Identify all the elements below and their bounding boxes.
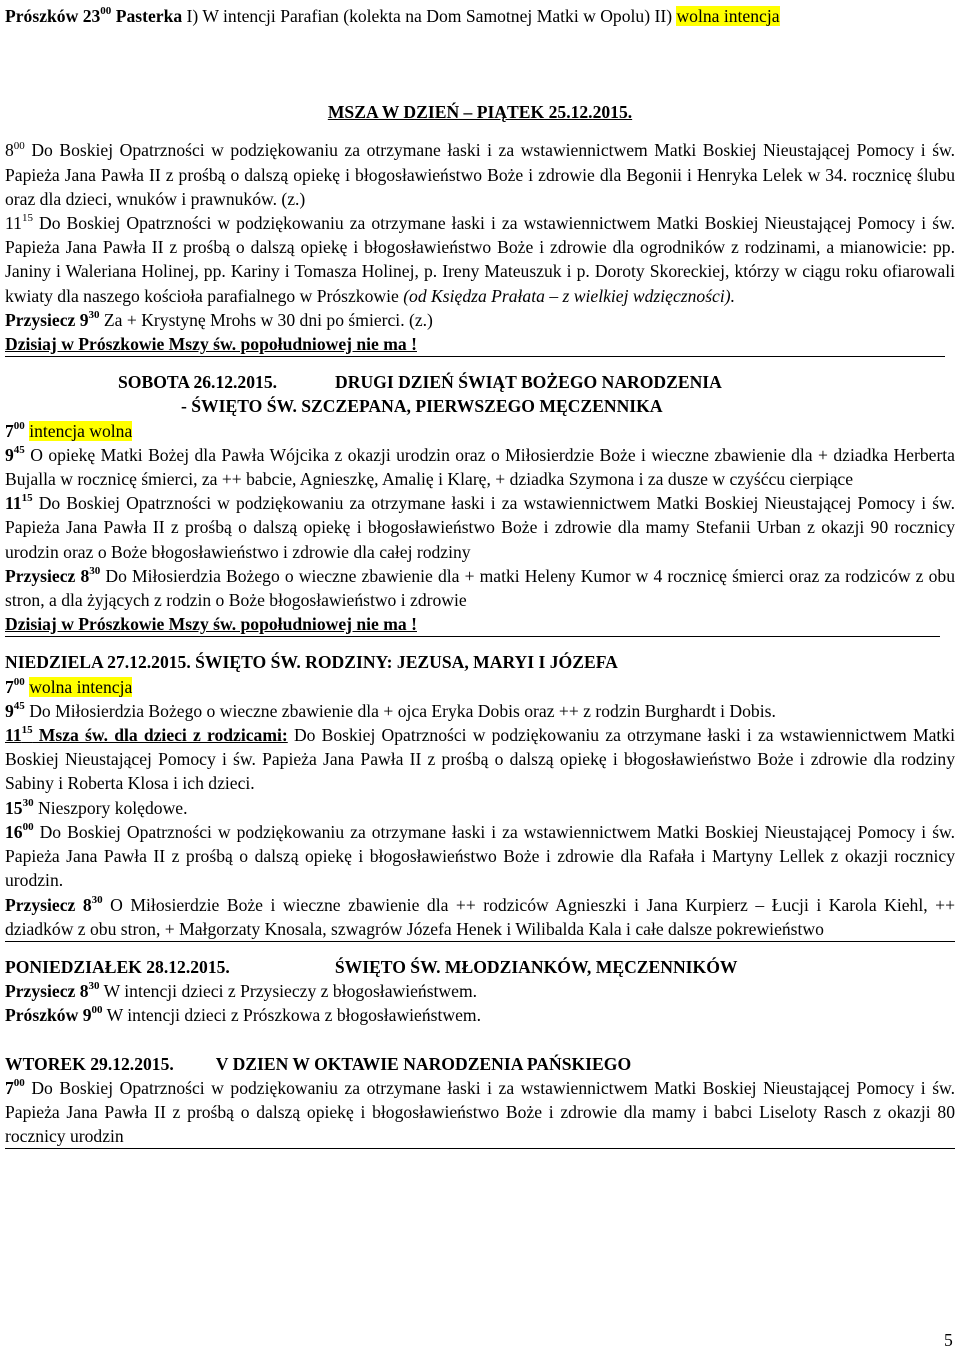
intention-text: Do Miłosierdzia Bożego o wieczne zbawienie dla + ojca Eryka Dobis oraz ++ z rodzin Burghardt i Dobis.: [24, 700, 776, 721]
mass-entry: [5, 564, 955, 612]
mass-time: Prószków 23: [5, 6, 101, 26]
mass-time: 7: [5, 1077, 14, 1098]
mass-time-minutes: 30: [22, 796, 34, 809]
mass-time: 11: [5, 493, 22, 514]
mass-time-minutes: 00: [91, 1004, 103, 1017]
mass-time: Przysiecz 8: [5, 894, 92, 915]
intention-text: Do Boskiej Opatrzności w podziękowaniu za otrzymane łaski i za wstawiennictwem Matki Boskiej Nieustającej Pomocy i św. Papieża Jana Pawła II z prośbą o dalszą opiekę i błogosławieństwo Boże i zdrowie dla rodziny Sabiny i Roberta Klosa i ich dzieci.: [5, 725, 955, 794]
day-heading-feast: ŚWIĘTO ŚW. MŁODZIANKÓW, MĘCZENNIKÓW: [334, 956, 738, 977]
day-heading-tuesday: [5, 1052, 955, 1076]
day-heading-monday: [5, 955, 955, 979]
day-heading-friday: [5, 100, 955, 124]
mass-entry: [5, 820, 955, 893]
mass-entry: [5, 979, 955, 1003]
mass-entry: [5, 308, 955, 332]
intention-note: (od Księdza Prałata – z wielkiej wdzięczności).: [403, 285, 735, 306]
intention-text: Za + Krystynę Mrohs w 30 dni po śmierci. (z.): [99, 309, 433, 330]
divider: [5, 1148, 955, 1149]
mass-time-minutes: 15: [21, 724, 33, 737]
mass-time: 8: [5, 140, 14, 161]
intention-text: W intencji dzieci z Prószkowa z błogosławieństwem.: [102, 1005, 481, 1026]
day-heading-date: WTOREK 29.12.2015.: [5, 1053, 174, 1074]
mass-time-minutes: 30: [88, 308, 100, 321]
mass-time: 9: [5, 700, 14, 721]
highlighted-free-intention: wolna intencja: [676, 6, 780, 26]
no-afternoon-mass-notice: Dzisiaj w Prószkowie Mszy św. popołudniowej nie ma !: [5, 334, 417, 355]
mass-time-minutes: 00: [13, 1076, 25, 1089]
page-number: 5: [944, 1330, 953, 1350]
day-heading-text: MSZA W DZIEŃ – PIĄTEK 25.12.2015.: [327, 102, 633, 123]
intention-text: Do Boskiej Opatrzności w podziękowaniu za otrzymane łaski i za wstawiennictwem Matki Boskiej Nieustającej Pomocy i św. Papieża Jana Pawła II z prośbą o dalszą opiekę i błogosławieństwo Boże i zdrowie dla Rafała i Martyny Lellek z okazji rocznicy urodzin.: [5, 821, 955, 891]
intention-text: Nieszpory kolędowe.: [33, 797, 188, 818]
mass-time-minutes: 30: [88, 980, 100, 993]
mass-name: Msza św. dla dzieci z rodzicami:: [32, 725, 288, 746]
mass-time: 7: [5, 420, 14, 441]
mass-time-minutes: 00: [100, 5, 112, 18]
highlighted-free-intention: intencja wolna: [29, 420, 133, 441]
mass-time: Prószków 9: [5, 1005, 92, 1026]
notice: [5, 332, 955, 356]
document-body: [5, 4, 955, 1149]
mass-time-minutes: 30: [89, 565, 101, 577]
day-heading-text: NIEDZIELA 27.12.2015. ŚWIĘTO ŚW. RODZINY: JEZUSA, MARYI I JÓZEFA: [5, 652, 618, 673]
mass-time-minutes: 00: [22, 821, 34, 834]
mass-entry: [5, 211, 955, 308]
mass-name: Pasterka: [111, 6, 183, 26]
mass-entry: [5, 723, 955, 796]
mass-time: 11: [5, 213, 22, 234]
mass-entry: [5, 491, 955, 564]
mass-time: 16: [5, 821, 23, 842]
mass-entry: [5, 138, 955, 211]
mass-time: Przysiecz 8: [5, 981, 89, 1002]
intention-text: Do Boskiej Opatrzności w podziękowaniu za otrzymane łaski i za wstawiennictwem Matki Boskiej Nieustającej Pomocy i św. Papieża Jana Pawła II z prośbą o dalszą opiekę i błogosławieństwo Boże i zdrowie dla Begonii i Henryka Lelek w 34. rocznicę ślubu oraz dla dzieci, wnuków i prawnuków. (z.): [5, 140, 955, 209]
intention-text: W intencji dzieci z Przysieczy z błogosławieństwem.: [99, 981, 478, 1002]
mass-entry: [5, 1076, 955, 1149]
mass-time-minutes: 00: [13, 139, 25, 152]
intention-text: O Miłosierdzie Boże i wieczne zbawienie dla ++ rodziców Agnieszki i Jana Kurpierz – Łucji i Karola Kiehl, ++ dziadków z obu stron, + Małgorzaty Knosala, szwagrów Józefa Henek i Wilibalda Kala i całe dalsze pokrewieństwo: [5, 894, 955, 939]
mass-time-minutes: 00: [13, 675, 25, 688]
intention-text: Do Boskiej Opatrzności w podziękowaniu za otrzymane łaski i za wstawiennictwem Matki Boskiej Nieustającej Pomocy i św. Papieża Jana Pawła II z prośbą o dalszą opiekę i błogosławieństwo Boże i zdrowie dla mamy Stefanii Urban z okazji 90 rocznicy urodzin oraz o Boże błogosławieństwo i zdrowie dla całej rodziny: [5, 493, 955, 562]
mass-entry: [5, 796, 955, 820]
mass-entry: [5, 443, 955, 491]
day-heading-sunday: [5, 650, 955, 674]
day-heading-saturday-sub: [5, 394, 955, 418]
mass-entry: [5, 419, 955, 443]
mass-time: Przysiecz 8: [5, 565, 90, 586]
mass-entry: [5, 699, 955, 723]
notice: [5, 612, 955, 636]
day-heading-feast: V DZIEN W OKTAWIE NARODZENIA PAŃSKIEGO: [215, 1053, 632, 1074]
mass-entry: [5, 675, 955, 699]
mass-entry: [5, 893, 955, 941]
mass-time-minutes: 00: [13, 419, 25, 432]
day-heading-feast-sub: - ŚWIĘTO ŚW. SZCZEPANA, PIERWSZEGO MĘCZENNIKA: [181, 396, 663, 417]
mass-time-minutes: 45: [13, 443, 25, 456]
mass-entry: [5, 1003, 955, 1027]
mass-time: 11: [5, 725, 22, 746]
pasterka-entry: [5, 4, 955, 28]
intention-text: Do Boskiej Opatrzności w podziękowaniu za otrzymane łaski i za wstawiennictwem Matki Boskiej Nieustającej Pomocy i św. Papieża Jana Pawła II z prośbą o dalszą opiekę i błogosławieństwo Boże i zdrowie dla mamy i babci Liseloty Rasch z okazji 80 rocznicy urodzin: [5, 1077, 955, 1147]
day-heading-date: SOBOTA 26.12.2015.: [118, 372, 278, 393]
mass-time: 15: [5, 797, 23, 818]
mass-time-minutes: 15: [21, 492, 33, 505]
divider: [5, 941, 955, 942]
intention-text: I) W intencji Parafian (kolekta na Dom Samotnej Matki w Opolu) II): [182, 6, 677, 26]
day-heading-saturday: [5, 370, 955, 394]
mass-time-minutes: 30: [91, 893, 103, 906]
divider: [5, 636, 940, 637]
intention-text: O opiekę Matki Bożej dla Pawła Wójcika z okazji urodzin oraz o Miłosierdzie Boże i wieczne zbawienie dla + dziadka Herberta Bujalla w rocznicę śmierci, za ++ babcie, Agnieszkę, Amalię i Klarę, + dziadka Szymona i za dusze w czyśćcu cierpiące: [5, 444, 955, 490]
day-heading-date: PONIEDZIAŁEK 28.12.2015.: [5, 956, 230, 977]
mass-time: Przysiecz 9: [5, 309, 89, 330]
mass-time-minutes: 15: [21, 212, 33, 225]
divider: [5, 356, 945, 357]
no-afternoon-mass-notice: Dzisiaj w Prószkowie Mszy św. popołudniowej nie ma !: [5, 614, 417, 635]
intention-text: Do Miłosierdzia Bożego o wieczne zbawienie dla + matki Heleny Kumor w 4 rocznicę śmierci oraz za rodziców z obu stron, a dla żyjących z rodzin o Boże błogosławieństwo i zdrowie: [5, 565, 955, 611]
mass-time: 7: [5, 676, 14, 697]
highlighted-free-intention: wolna intencja: [29, 676, 133, 697]
mass-time-minutes: 45: [13, 700, 25, 713]
day-heading-feast: DRUGI DZIEŃ ŚWIĄT BOŻEGO NARODZENIA: [335, 372, 722, 393]
mass-time: 9: [5, 444, 14, 465]
intention-text: Do Boskiej Opatrzności w podziękowaniu za otrzymane łaski i za wstawiennictwem Matki Boskiej Nieustającej Pomocy i św. Papieża Jana Pawła II z prośbą o dalszą opiekę i błogosławieństwo Boże i zdrowie dla ogrodników z rodzinami, a mianowicie: pp. Janiny i Waleriana Holinej, pp. Kariny i Tomasza Holinej, p. Ireny Mateuszuk i p. Doroty Skoreckiej, którzy w ciągu roku ofiarowali kwiaty dla naszego kościoła parafialnego w Prószkowie: [5, 213, 955, 306]
